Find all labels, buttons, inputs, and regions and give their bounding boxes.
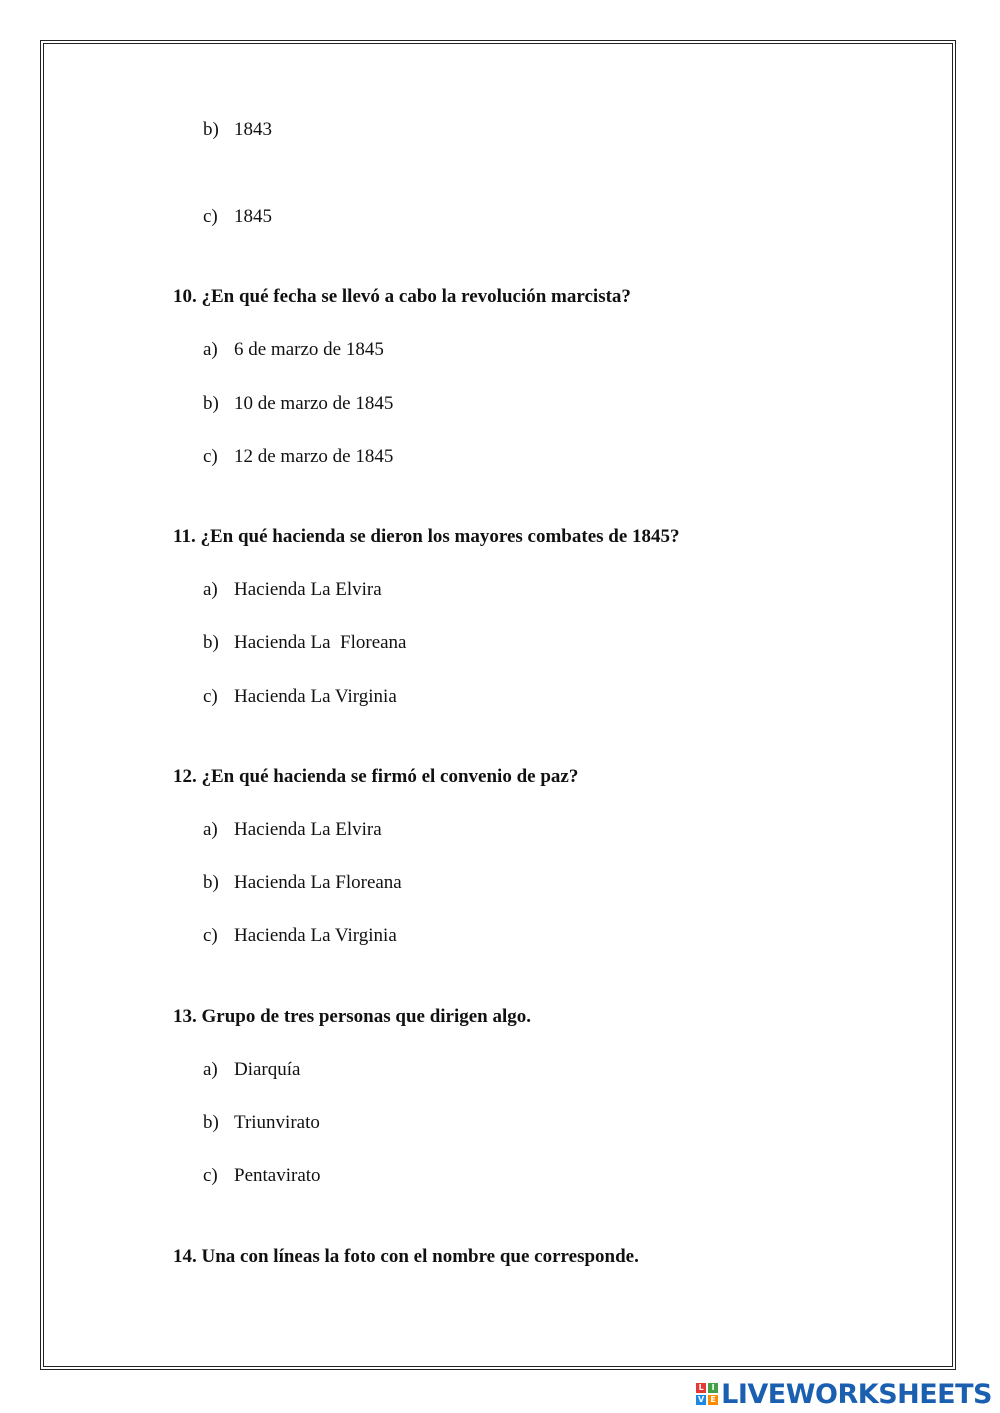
logo-mark-cell: I (708, 1383, 718, 1393)
option-text: Hacienda La Floreana (234, 872, 402, 893)
liveworksheets-logo-icon (696, 1383, 718, 1405)
option-text: 12 de marzo de 1845 (234, 446, 394, 467)
logo-wordmark: LIVEWORKSHEETS (721, 1378, 992, 1410)
option-item[interactable] (203, 632, 407, 654)
question-title: 10. ¿En qué fecha se llevó a cabo la revolución marcista? (173, 286, 631, 307)
option-letter: a) (203, 579, 218, 600)
option-text: Triunvirato (234, 1112, 320, 1133)
page-border-inner (43, 43, 953, 1367)
option-letter: a) (203, 1059, 218, 1080)
question-title: 14. Una con líneas la foto con el nombre que corresponde. (173, 1246, 639, 1267)
option-letter: b) (203, 119, 219, 140)
option-letter: c) (203, 206, 218, 227)
option-item[interactable] (203, 819, 382, 841)
option-item[interactable] (203, 686, 397, 708)
question-title: 11. ¿En qué hacienda se dieron los mayores combates de 1845? (173, 526, 680, 547)
logo-mark-cell: L (696, 1383, 706, 1393)
option-text: Hacienda La Virginia (234, 925, 397, 946)
option-item[interactable] (203, 393, 393, 415)
option-text: 1845 (234, 206, 272, 227)
option-letter: c) (203, 925, 218, 946)
option-item (203, 206, 272, 228)
option-text: Hacienda La Virginia (234, 686, 397, 707)
option-text: 6 de marzo de 1845 (234, 339, 384, 360)
question-title: 12. ¿En qué hacienda se firmó el convenio de paz? (173, 766, 579, 787)
option-letter: a) (203, 339, 218, 360)
logo-mark-cell: V (698, 1395, 705, 1404)
option-text: Hacienda La Elvira (234, 579, 382, 600)
logo-mark-cell: E (708, 1395, 718, 1405)
option-item[interactable] (203, 1165, 321, 1187)
liveworksheets-logo (696, 1377, 992, 1411)
option-text: Hacienda La Elvira (234, 819, 382, 840)
option-text: Pentavirato (234, 1165, 321, 1186)
option-text: Hacienda La Floreana (234, 632, 407, 653)
option-item[interactable] (203, 925, 397, 947)
option-text: 1843 (234, 119, 272, 140)
option-item (203, 119, 272, 141)
option-letter: c) (203, 1165, 218, 1186)
question-title: 13. Grupo de tres personas que dirigen algo. (173, 1006, 532, 1027)
option-text: Diarquía (234, 1059, 301, 1080)
option-letter: a) (203, 819, 218, 840)
option-item[interactable] (203, 1059, 300, 1081)
option-letter: b) (203, 1112, 219, 1133)
option-item[interactable] (203, 446, 393, 468)
option-letter: b) (203, 393, 219, 414)
option-item[interactable] (203, 872, 402, 894)
option-text: 10 de marzo de 1845 (234, 393, 394, 414)
option-letter: c) (203, 446, 218, 467)
option-letter: c) (203, 686, 218, 707)
option-letter: b) (203, 632, 219, 653)
option-item[interactable] (203, 579, 382, 601)
option-letter: b) (203, 872, 219, 893)
page-border (40, 40, 956, 1370)
option-item[interactable] (203, 339, 384, 361)
option-item[interactable] (203, 1112, 320, 1134)
